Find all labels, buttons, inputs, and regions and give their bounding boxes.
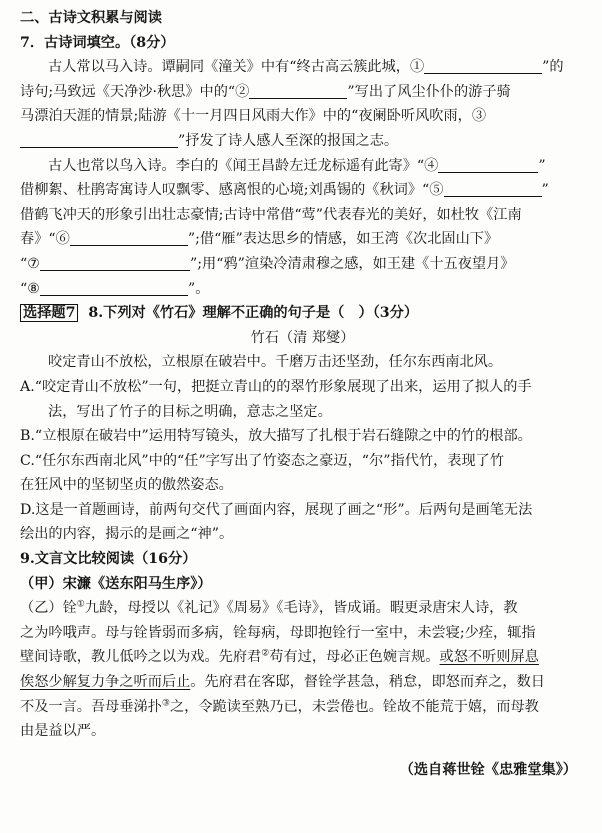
q9-jia: （甲）宋濂《送东阳马生序》） bbox=[20, 575, 212, 592]
text: 古人常以马入诗。谭嗣同《潼关》中有“终古高云簇此城， bbox=[48, 59, 410, 76]
blank-7[interactable] bbox=[40, 254, 190, 271]
q7-p2-line2 bbox=[20, 178, 585, 203]
q7-p1-line1 bbox=[20, 55, 585, 80]
option-a-line1[interactable]: A.“咬定青山不放松”一句，把挺立青山的的翠竹形象展现了出来，运用了拟人的手 bbox=[20, 378, 532, 395]
q7-p1-line4 bbox=[20, 129, 585, 154]
q7-p2-line3: 借鹤飞冲天的形象引出壮志豪情;古诗中常借“莺”代表春光的美好，如杜牧《江南 bbox=[20, 206, 522, 223]
option-d-line2: 绘出的内容，揭示的是画之“神”。 bbox=[20, 526, 234, 543]
q9-yi-line6: 由是益以严。 bbox=[20, 723, 106, 740]
text: 不及一言。吾母垂涕扑 bbox=[20, 698, 162, 715]
source-citation: （选自蒋世铨《忠雅堂集》） bbox=[399, 761, 577, 778]
text: 古人也常以鸟入诗。李白的《闻王昌龄左迁龙标遥有此寄》“ bbox=[48, 157, 425, 174]
exam-page bbox=[20, 6, 585, 782]
q7-p1-line3 bbox=[20, 104, 585, 129]
text: ” bbox=[541, 182, 549, 199]
underlined-sentence-part2: 俟怒少解复力争之听而后止 bbox=[20, 674, 191, 691]
text: ”;借“雁”表达思乡的情感，如王湾《次北固山下》 bbox=[187, 231, 499, 248]
option-c-line1[interactable]: C.“任尔东西南北风”中的“任”字写出了竹姿态之豪迈，“尔”指代竹，表现了竹 bbox=[20, 452, 505, 469]
text: 诗句;马致远《天净沙·秋思》中的“ bbox=[20, 83, 236, 100]
text: 壁间诗歌，教儿低吟之以为戏。先府君 bbox=[20, 649, 262, 666]
footnote-3: ③ bbox=[161, 697, 170, 708]
text: 苟有过，母必正色婉言规。 bbox=[269, 649, 440, 666]
text: ” bbox=[538, 157, 546, 174]
blank-5[interactable] bbox=[444, 180, 542, 197]
blank-3-marker: ③ bbox=[471, 108, 487, 125]
option-a-line2: 法，写出了竹子的目标之明确，意志之坚定。 bbox=[48, 403, 332, 420]
blank-6-marker: ⑥ bbox=[55, 231, 70, 248]
blank-3[interactable] bbox=[20, 131, 178, 148]
poem-title: 竹石（清 郑燮） bbox=[250, 329, 355, 346]
q8-stem-line bbox=[20, 301, 585, 326]
q7-p2-line5 bbox=[20, 252, 585, 277]
blank-5-marker: ⑤ bbox=[429, 182, 444, 199]
text: 马漂泊天涯的情景;陆游《十一月四日风雨大作》中的“夜阑卧听风吹雨， bbox=[20, 108, 472, 125]
underlined-sentence-part1: 或怒不听则屏息 bbox=[439, 649, 539, 666]
q9-yi-line5 bbox=[20, 695, 585, 720]
q7-p2-line4 bbox=[20, 227, 585, 252]
blank-6[interactable] bbox=[70, 229, 188, 246]
poem-text: 咬定青山不放松，立根原在破岩中。千磨万击还坚劲，任尔东西南北风。 bbox=[48, 354, 503, 371]
q9-yi-line4 bbox=[20, 670, 585, 695]
text: “ bbox=[20, 255, 28, 272]
text: ”抒发了诗人感人至深的报国之志。 bbox=[178, 132, 399, 149]
text: 。先府君在客邸，督铨学甚急，稍怠，即怒而弃之，数日 bbox=[190, 674, 545, 691]
option-b[interactable]: B.“立根原在破岩中”运用特写镜头，放大描写了扎根于岩石缝隙之中的竹的根部。 bbox=[20, 428, 532, 445]
text: 之，令跪读至熟乃已，未尝倦也。铨故不能荒于嬉，而母教 bbox=[169, 698, 539, 715]
text: 春》“ bbox=[20, 231, 56, 248]
footnote-2: ② bbox=[261, 648, 270, 659]
text: 借柳絮、杜鹃寄寓诗人叹飘零、感离恨的心境;刘禹锡的《秋词》“ bbox=[20, 182, 430, 199]
choice-question-tag: 选择题7 bbox=[20, 304, 78, 322]
text: ”。 bbox=[188, 280, 210, 297]
q7-title: 7．古诗词填空。（8分） bbox=[20, 34, 175, 51]
blank-4[interactable] bbox=[438, 156, 538, 173]
option-d-line1[interactable]: D.这是一首题画诗，前两句交代了画面内容，展现了画之“形”。后两句是画笔无法 bbox=[20, 501, 533, 518]
q7-p2-line1 bbox=[20, 154, 585, 179]
q7-p1-line2 bbox=[20, 80, 585, 105]
text: 九龄，母授以《礼记》《周易》《毛诗》，皆成诵。暇更录唐宋人诗，教 bbox=[84, 600, 518, 617]
q7-p2-line6 bbox=[20, 277, 585, 302]
blank-8-marker: ⑧ bbox=[27, 280, 40, 297]
blank-4-marker: ④ bbox=[424, 157, 439, 174]
text: ”写出了风尘仆仆的游子骑 bbox=[347, 83, 511, 100]
q9-yi-line3 bbox=[20, 645, 585, 670]
text: （乙）铨 bbox=[20, 600, 77, 617]
text: “ bbox=[20, 280, 28, 297]
blank-7-marker: ⑦ bbox=[27, 255, 40, 272]
option-c-line2: 在狂风中的坚韧坚贞的傲然姿态。 bbox=[20, 477, 233, 494]
q9-yi-line2: 之为吟哦声。母与铨皆弱而多病，铨每病，母即抱铨行一室中，未尝寝;少痊，辄指 bbox=[20, 624, 536, 641]
footnote-1: ① bbox=[76, 599, 85, 610]
blank-1-marker: ① bbox=[409, 59, 425, 76]
blank-2[interactable] bbox=[249, 82, 347, 99]
spacer bbox=[20, 744, 585, 758]
text: ”的 bbox=[542, 59, 564, 76]
blank-8[interactable] bbox=[40, 279, 188, 296]
q8-stem: 8.下列对《竹石》理解不正确的句子是（ ）（3分） bbox=[88, 305, 419, 322]
blank-1[interactable] bbox=[424, 57, 542, 74]
q9-yi-line1 bbox=[20, 596, 585, 621]
q9-title: 9.文言文比较阅读（16分） bbox=[20, 551, 197, 568]
text: ”;用“鸦”渲染冷清肃穆之感，如王建《十五夜望月》 bbox=[190, 255, 515, 272]
section-title: 二、古诗文积累与阅读 bbox=[20, 10, 162, 26]
blank-2-marker: ② bbox=[235, 83, 250, 100]
